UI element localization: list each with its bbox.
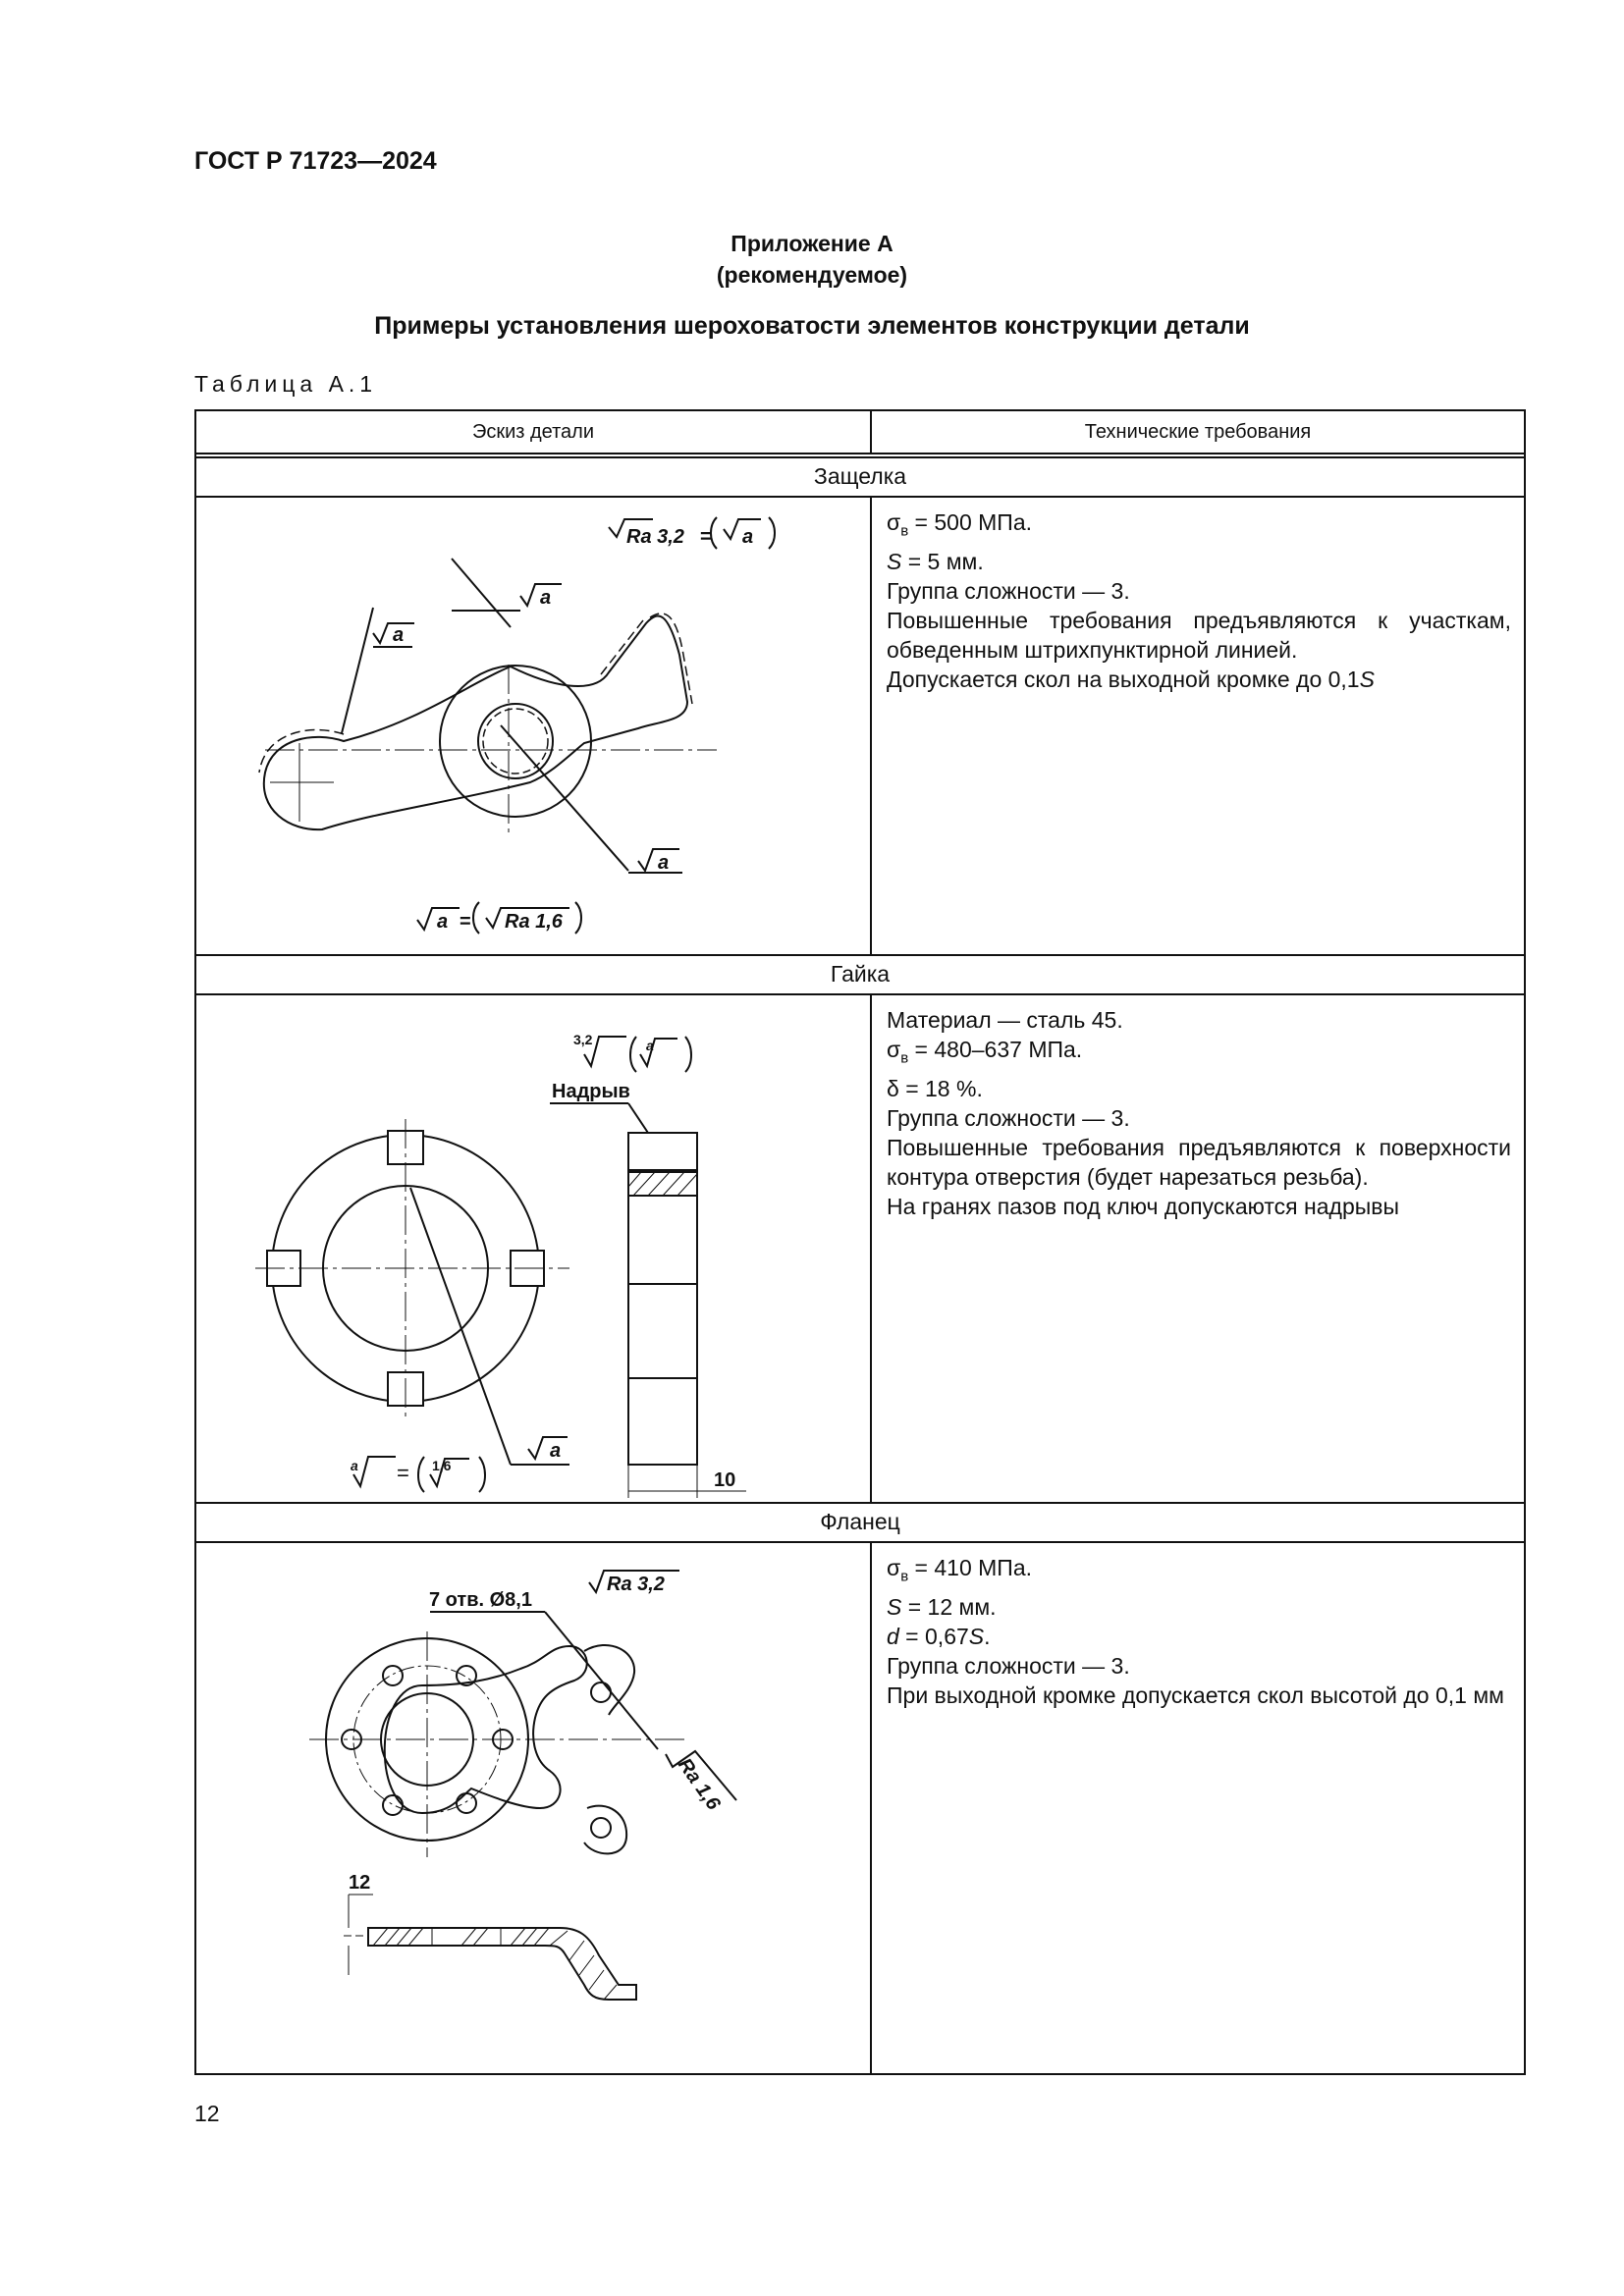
sketch-label-a: a (437, 911, 449, 933)
roughness-sign-a (528, 1437, 568, 1459)
annex-main-title: Примеры установления шероховатости элементов конструкции детали (374, 312, 1250, 340)
sketch-label-ra16: Ra 1,6 (505, 911, 563, 933)
leader-line (410, 1188, 511, 1465)
sketch-gayka (196, 995, 868, 1500)
leader-line (545, 1612, 658, 1749)
leader-line (501, 725, 628, 871)
req-line: Группа сложности — 3. (887, 1104, 1130, 1131)
latch-outline (264, 615, 687, 829)
requirements-zashchelka (887, 507, 1511, 694)
req-line: $\sigma_в = 410$ МПа. (887, 1555, 1033, 1585)
table-rule (196, 453, 1524, 454)
table-rule (870, 1541, 872, 2075)
req-line: Материал — сталь 45. (887, 1007, 1123, 1033)
section-hatch (373, 1928, 617, 2000)
req-line: $\sigma_в = 480-637$ МПа. (887, 1037, 1083, 1067)
sketch-label-dim-12: 12 (349, 1872, 371, 1894)
sketch-label-a: a (393, 624, 405, 646)
sketch-label-a: a (646, 1038, 654, 1053)
sketch-label-nadryv: Надрыв (552, 1081, 630, 1102)
req-line: δ = 18 %. (887, 1075, 983, 1101)
sketch-label-holes: 7 отв. Ø8,1 (429, 1589, 532, 1611)
sketch-flanets (196, 1543, 868, 2073)
latch-dashed-contour (601, 620, 643, 674)
document-code: ГОСТ Р 71723—2024 (194, 147, 437, 175)
nadryv-hatch (628, 1172, 697, 1196)
section-title-flanets: Фланец (820, 1509, 900, 1534)
nut-side-view (628, 1133, 697, 1465)
sketch-label-eq: = (460, 911, 471, 933)
flange-outline (385, 1646, 587, 1813)
sketch-zashchelka (196, 498, 868, 952)
sketch-label-ra32: Ra 3,2 (626, 526, 684, 548)
latch-dashed-contour (259, 730, 344, 773)
sketch-label-a: a (658, 852, 670, 874)
paren-right (575, 902, 581, 934)
req-line: Повышенные требования предъявляются к поверхности контура отверстия (будет нарезаться резьба). (887, 1134, 1511, 1190)
sketch-label-ra32: Ra 3,2 (607, 1574, 665, 1595)
table-rule (870, 411, 872, 454)
sketch-label-eq: = (397, 1461, 409, 1485)
flange-section (368, 1928, 636, 2000)
paren-left (711, 517, 717, 549)
table-caption: Таблица А.1 (194, 371, 378, 397)
req-line: d = 0,67S. (887, 1623, 991, 1649)
section-title-zashchelka: Защелка (813, 463, 907, 489)
sketch-label-a: a (540, 587, 552, 609)
sketch-label-16: 1,6 (432, 1458, 452, 1473)
req-line: S = 5 мм. (887, 548, 984, 574)
req-line: Повышенные требования предъявляются к участкам, обведенным штрихпунктирной линией. (887, 607, 1511, 663)
paren-right (685, 1037, 691, 1072)
req-line: Группа сложности — 3. (887, 577, 1130, 604)
table-rule (870, 496, 872, 954)
leader-line (628, 1103, 648, 1133)
annex-status: (рекомендуемое) (716, 262, 908, 288)
annex-title: Приложение А (731, 231, 893, 256)
sketch-label-dim-10: 10 (714, 1469, 736, 1491)
roughness-table (194, 409, 1526, 2075)
leader-line (452, 559, 511, 627)
paren-left (418, 1457, 424, 1492)
sketch-label-eq: = (700, 526, 712, 548)
paren-left (473, 902, 479, 934)
req-line: Группа сложности — 3. (887, 1652, 1130, 1679)
sketch-label-ra16: Ra 1,6 (673, 1754, 725, 1815)
section-title-gayka: Гайка (830, 961, 891, 987)
req-line: $\sigma_в = 500$ МПа. (887, 509, 1033, 540)
column-header-requirements: Технические требования (1084, 421, 1312, 443)
req-line: На гранях пазов под ключ допускаются надрывы (887, 1193, 1400, 1219)
table-rule (870, 993, 872, 1502)
req-line: Допускается скол на выходной кромке до 0,1S (887, 666, 1375, 692)
roughness-sign (353, 1457, 396, 1486)
paren-right (479, 1457, 485, 1492)
sketch-label-a: a (742, 526, 754, 548)
paren-right (769, 517, 775, 549)
leader-line (342, 608, 373, 733)
page-number: 12 (194, 2101, 220, 2126)
requirements-flanets (887, 1553, 1511, 1710)
annex-heading (0, 228, 1624, 291)
req-line: S = 12 мм. (887, 1593, 997, 1620)
sketch-label-32: 3,2 (573, 1032, 593, 1047)
sketch-label-a: a (351, 1458, 358, 1473)
paren-left (630, 1037, 636, 1072)
requirements-gayka (887, 1005, 1511, 1221)
column-header-sketch: Эскиз детали (471, 421, 595, 443)
sketch-label-a: a (550, 1440, 562, 1462)
req-line: При выходной кромке допускается скол высотой до 0,1 мм (887, 1682, 1504, 1708)
